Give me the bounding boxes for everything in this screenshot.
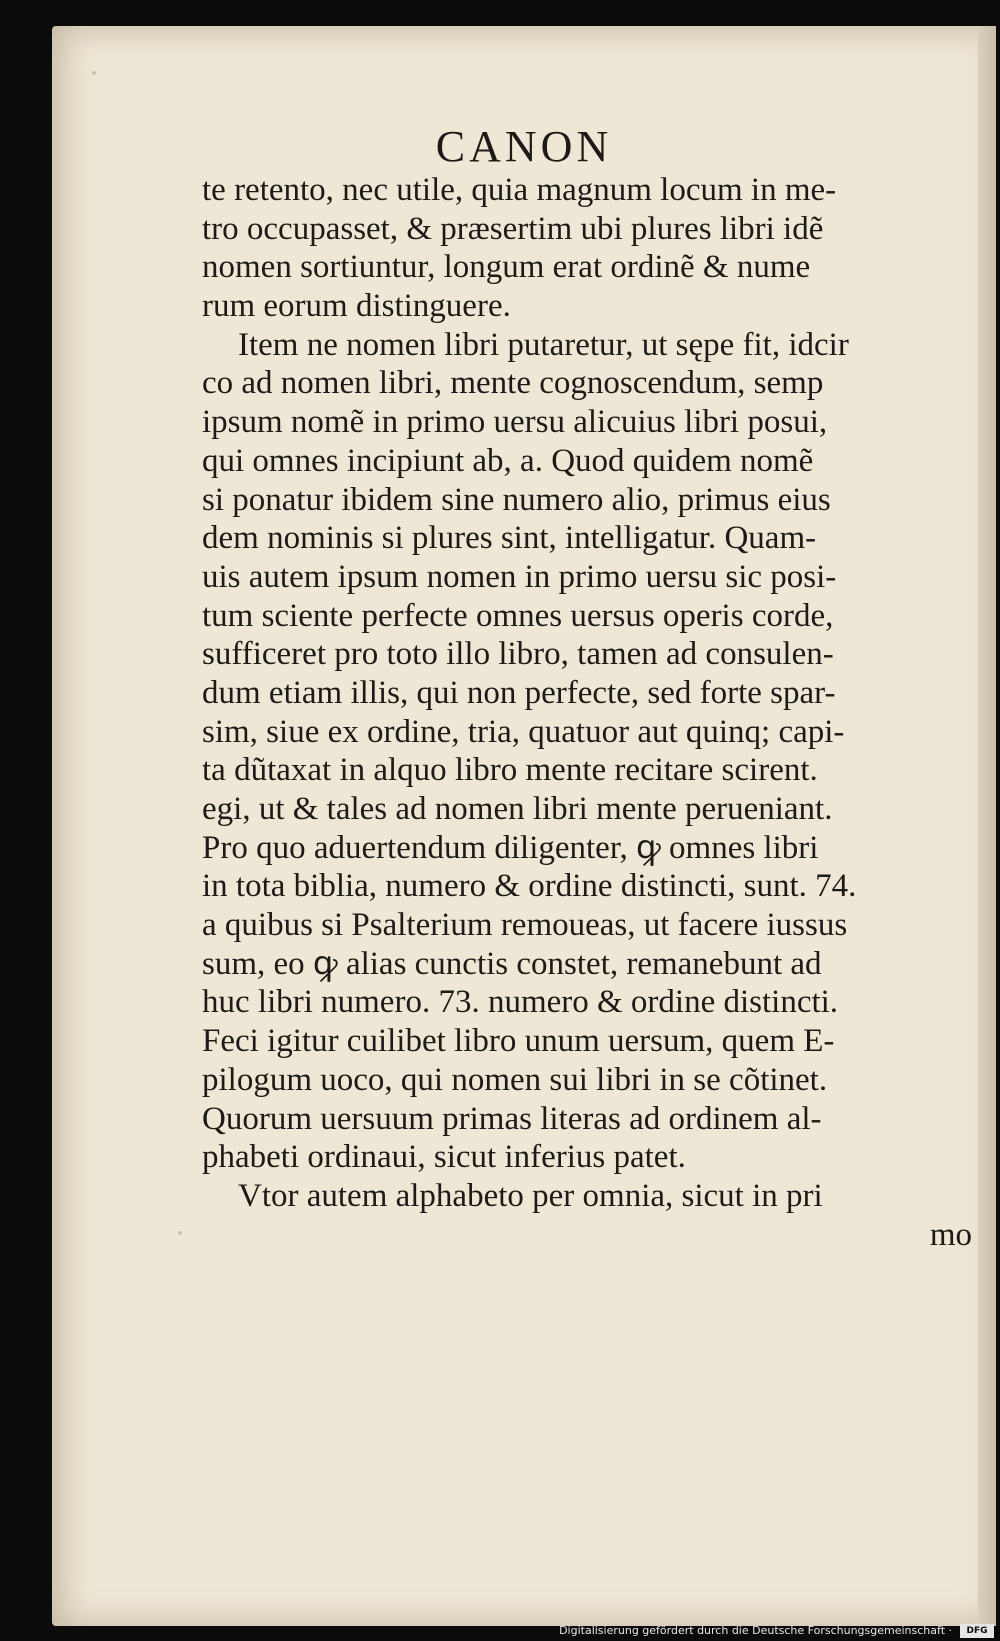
text-line: tum sciente perfecte omnes uersus operis corde, [202,597,834,634]
text-line: uis autem ipsum nomen in primo uersu sic posi- [202,558,837,595]
dfg-logo: DFG [960,1624,994,1638]
text-line: Quorum uersuum primas literas ad ordinem al- [202,1100,822,1137]
text-line: sufficeret pro toto illo libro, tamen ad consulen- [202,636,834,673]
text-line: rum eorum distinguere. [202,288,511,325]
book-page [52,26,996,1626]
text-line: ipsum nomẽ in primo uersu alicuius libri posui, [202,404,828,441]
text-line: tro occupasset, & præsertim ubi plures libri idẽ [202,210,824,247]
text-line: Item ne nomen libri putaretur, ut sępe fit, idcir [238,326,849,363]
text-line: Pro quo aduertendum diligenter, ꝙ omnes libri [202,829,819,866]
text-line: huc libri numero. 73. numero & ordine distincti. [202,984,839,1021]
text-line: in tota biblia, numero & ordine distincti, sunt. 74. [202,868,857,905]
running-header: CANON [435,122,613,171]
text-line: nomen sortiuntur, longum erat ordinẽ & nume [202,249,811,286]
paper-speck [92,71,96,75]
text-line: egi, ut & tales ad nomen libri mente perueniant. [202,791,833,827]
text-line: phabeti ordinaui, sicut inferius patet. [202,1139,686,1176]
text-line: Feci igitur cuilibet libro unum uersum, quem E- [202,1023,835,1060]
text-line: pilogum uoco, qui nomen sui libri in se cõtinet. [202,1061,828,1098]
text-line: a quibus si Psalterium remoueas, ut facere iussus [202,907,848,944]
text-line: ta dũtaxat in alquo libro mente recitare scirent. [202,752,818,789]
text-line: te retento, nec utile, quia magnum locum in me- [202,172,837,208]
paper-speck [178,1231,182,1235]
text-line: dem nominis si plures sint, intelligatur. Quam- [202,520,817,557]
text-line: sim, siue ex ordine, tria, quatuor aut quinq; capi- [202,713,845,750]
catchword: mo [929,1216,972,1253]
text-line: si ponatur ibidem sine numero alio, primus eius [202,481,831,518]
text-line: qui omnes incipiunt ab, a. Quod quidem nomẽ [202,442,814,479]
body-text [202,171,972,1254]
text-line: sum, eo ꝙ alias cunctis constet, remanebunt ad [202,945,822,982]
digitization-credit: Digitalisierung gefördert durch die Deutsche Forschungsgemeinschaft · [559,1624,952,1637]
page-edge [978,26,996,1626]
text-line: dum etiam illis, qui non perfecte, sed forte spar- [202,674,836,711]
text-line: Vtor autem alphabeto per omnia, sicut in pri [238,1177,823,1214]
text-line: co ad nomen libri, mente cognoscendum, semp [202,365,824,402]
